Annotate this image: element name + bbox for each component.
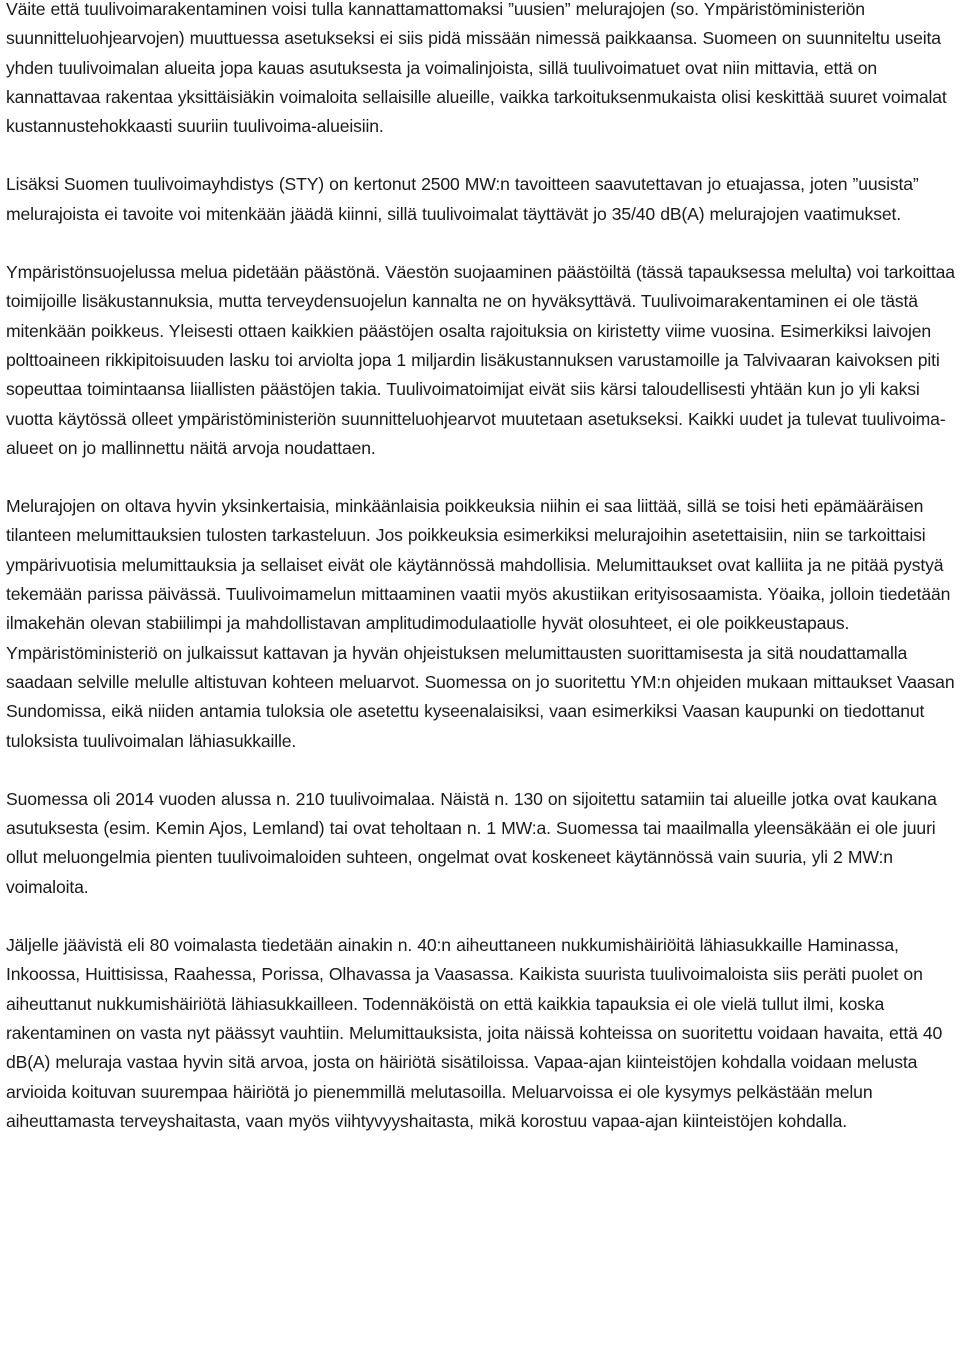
paragraph-wind-power-profitability: Väite että tuulivoimarakentaminen voisi tulla kannattamattomaksi ”uusien” melurajojen (so. Ympäristöministeriön suunnitteluohjearvojen) muuttuessa asetukseksi ei siis pidä missään nimessä paikkaansa. Suomeen on suunniteltu useita yhden tuulivoimalan alueita jopa kauas asutuksesta ja voimalinjoista, sillä tuulivoimatuet ovat niin mittavia, että on kannattavaa rakentaa yksittäisiäkin voimaloita sellaisille alueille, vaikka tarkoituksenmukaista olisi keskittää suuret voimalat kustannustehokkaasti suuriin tuulivoima-alueisiin. xyxy=(6,0,947,137)
paragraph-sty-target: Lisäksi Suomen tuulivoimayhdistys (STY) on kertonut 2500 MW:n tavoitteen saavutettavan jo etuajassa, joten ”uusista” melurajoista ei tavoite voi mitenkään jäädä kiinni, sillä tuulivoimalat täyttävät jo 35/40 dB(A) melurajojen vaatimukset. xyxy=(6,174,919,224)
paragraph-noise-limits-measurement: Melurajojen on oltava hyvin yksinkertaisia, minkäänlaisia poikkeuksia niihin ei saa liittää, sillä se toisi heti epämääräisen tilanteen melumittauksien tulosten tarkasteluun. Jos poikkeuksia esimerkiksi melurajoihin asetettaisiin, niin se tarkoittaisi ympärivuotisia melumittauksia ja sellaiset eivät ole käytännössä mahdollisia. Melumittaukset ovat kalliita ja ne pitää pystyä tekemään parissa päivässä. Tuulivoimamelun mittaaminen vaatii myös akustiikan erityisosaamista. Yöaika, jolloin tiedetään ilmakehän olevan stabiilimpi ja mahdollistavan amplitudimodulaatiolle hyvät olosuhteet, ei ole poikkeustapaus. Ympäristöministeriö on julkaissut kattavan ja hyvän ohjeistuksen melumittausten suorittamisesta ja sitä noudattamalla saadaan selville melulle altistuvan kohteen meluarvot. Suomessa on jo suoritettu YM:n ohjeiden mukaan mittaukset Vaasan Sundomissa, eikä niiden antamia tuloksia ole asetettu kyseenalaisiksi, vaan esimerkiksi Vaasan kaupunki on tiedottanut tuloksista tuulivoimalan lähiasukkaille. xyxy=(6,496,955,751)
paragraph-turbine-count-2014: Suomessa oli 2014 vuoden alussa n. 210 tuulivoimalaa. Näistä n. 130 on sijoitettu satamiin tai alueille jotka ovat kaukana asutuksesta (esim. Kemin Ajos, Lemland) tai ovat teholtaan n. 1 MW:a. Suomessa tai maailmalla yleensäkään ei ole juuri ollut meluongelmia pienten tuulivoimaloiden suhteen, ongelmat ovat koskeneet käytännössä vain suuria, yli 2 MW:n voimaloita. xyxy=(6,788,937,897)
paragraph-noise-as-emission: Ympäristönsuojelussa melua pidetään päästönä. Väestön suojaaminen päästöiltä (tässä tapauksessa melulta) voi tarkoittaa toimijoille lisäkustannuksia, mutta terveydensuojelun kannalta ne on hyväksyttävä. Tuulivoimarakentaminen ei ole tästä mitenkään poikkeus. Yleisesti ottaen kaikkien päästöjen osalta rajoituksia on kiristetty viime vuosina. Esimerkiksi laivojen polttoaineen rikkipitoisuuden lasku toi arviolta jopa 1 miljardin lisäkustannuksen varustamoille ja Talvivaaran kaivoksen piti sopeuttaa toimintaansa liiallisten päästöjen takia. Tuulivoimatoimijat eivät siis kärsi taloudellisesti yhtään kun jo yli kaksi vuotta käytössä olleet ympäristöministeriön suunnitteluohjearvot muutetaan asetukseksi. Kaikki uudet ja tulevat tuulivoima-alueet on jo mallinnettu näitä arvoja noudattaen. xyxy=(6,262,955,458)
paragraph-sleep-disturbance: Jäljelle jäävistä eli 80 voimalasta tiedetään ainakin n. 40:n aiheuttaneen nukkumishäiriöitä lähiasukkaille Haminassa, Inkoossa, Huittisissa, Raahessa, Porissa, Olhavassa ja Vaasassa. Kaikista suurista tuulivoimaloista siis peräti puolet on aiheuttanut nukkumishäiriötä lähiasukkailleen. Todennäköistä on että kaikkia tapauksia ei ole vielä tullut ilmi, koska rakentaminen on vasta nyt päässyt vauhtiin. Melumittauksista, joita näissä kohteissa on suoritettu voidaan havaita, että 40 dB(A) meluraja vastaa hyvin sitä arvoa, josta on häiriötä sisätiloissa. Vapaa-ajan kiinteistöjen kohdalla voidaan melusta arvioida koituvan suurempaa häiriötä jo pienemmillä melutasoilla. Meluarvoissa ei ole kysymys pelkästään melun aiheuttamasta terveyshaitasta, vaan myös viihtyvyyshaitasta, mikä korostuu vapaa-ajan kiinteistöjen kohdalla. xyxy=(6,935,943,1131)
